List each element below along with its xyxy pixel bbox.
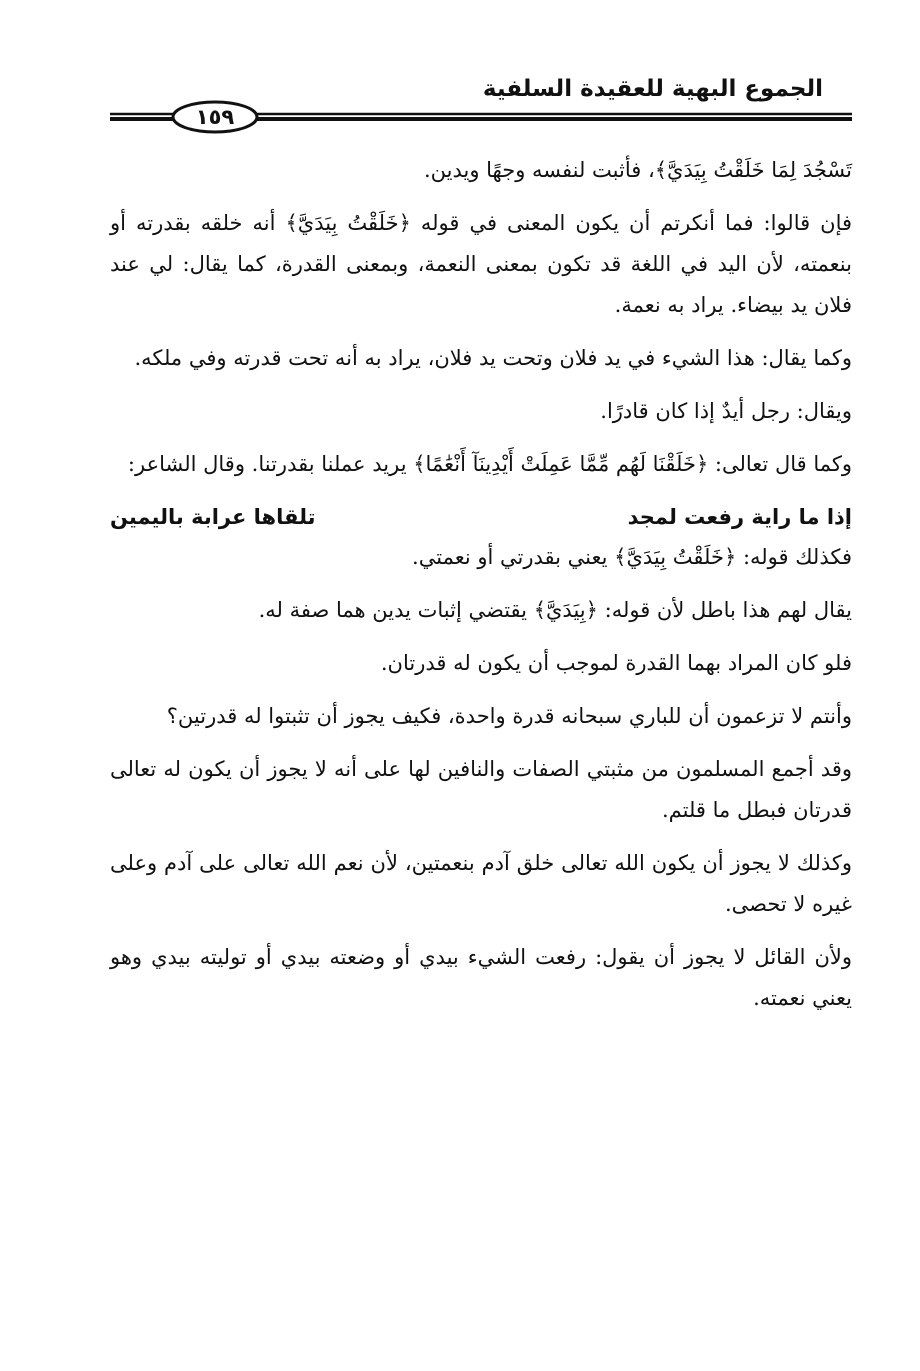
verse-first-hemistich: إذا ما راية رفعت لمجد [627, 505, 852, 529]
paragraph-10: وقد أجمع المسلمون من مثبتي الصفات والنافين لها على أنه لا يجوز أن يكون له تعالى قدرتان فبطل ما قلتم. [110, 757, 852, 822]
paragraph-4: ويقال: رجل أيدٌ إذا كان قادرًا. [600, 399, 852, 423]
paragraph-2: فإن قالوا: فما أنكرتم أن يكون المعنى في قوله ﴿خَلَقْتُ بِيَدَيَّ﴾ أنه خلقه بقدرته أو بنعمته، لأن اليد في اللغة قد تكون بمعنى النعمة، وبمعنى القدرة، كما يقال: لي عند فلان يد بيضاء. يراد به نعمة. [110, 211, 853, 317]
quran-quote: ﴿خَلَقْتُ بِيَدَيَّ﴾ [614, 545, 737, 569]
quran-quote: ﴿خَلَقْنَا لَهُم مِّمَّا عَمِلَتْ أَيْدِينَآ أَنْعَٰمًا﴾ [413, 452, 709, 476]
paragraph-6: فكذلك قوله: ﴿خَلَقْتُ بِيَدَيَّ﴾ يعني بقدرتي أو نعمتي. [412, 545, 852, 569]
paragraph-12: ولأن القائل لا يجوز أن يقول: رفعت الشيء بيدي أو وضعته بيدي أو توليته بيدي وهو يعني نعمته. [110, 945, 852, 1010]
verse-second-hemistich: تلقاها عرابة باليمين [110, 505, 316, 529]
quran-quote: ﴿بِيَدَيَّ﴾ [533, 598, 598, 622]
paragraph-9: وأنتم لا تزعمون أن للباري سبحانه قدرة واحدة، فكيف يجوز أن تثبتوا له قدرتين؟ [166, 704, 852, 728]
quran-quote: تَسْجُدَ لِمَا خَلَقْتُ بِيَدَيَّ﴾ [654, 158, 852, 182]
paragraph-3: وكما يقال: هذا الشيء في يد فلان وتحت يد فلان، يراد به أنه تحت قدرته وفي ملكه. [134, 346, 852, 370]
running-header-title: الجموع البهية للعقيدة السلفية [482, 76, 823, 102]
quran-quote: ﴿خَلَقْتُ بِيَدَيَّ﴾ [285, 211, 411, 235]
paragraph-11: وكذلك لا يجوز أن يكون الله تعالى خلق آدم بنعمتين، لأن نعم الله تعالى على آدم وعلى غيره لا تحصى. [110, 851, 852, 916]
paragraph-5: وكما قال تعالى: ﴿خَلَقْنَا لَهُم مِّمَّا عَمِلَتْ أَيْدِينَآ أَنْعَٰمًا﴾ يريد عملنا بقدرتنا. وقال الشاعر: [127, 452, 852, 476]
paragraph-7: يقال لهم هذا باطل لأن قوله: ﴿بِيَدَيَّ﴾ يقتضي إثبات يدين هما صفة له. [258, 598, 852, 622]
paragraph-1: تَسْجُدَ لِمَا خَلَقْتُ بِيَدَيَّ﴾، فأثبت لنفسه وجهًا ويدين. [423, 158, 852, 182]
page-body-text [110, 150, 852, 1019]
paragraph-8: فلو كان المراد بهما القدرة لموجب أن يكون له قدرتان. [380, 651, 852, 675]
page-number: ١٥٩ [195, 105, 235, 129]
poetry-verse [110, 497, 852, 537]
